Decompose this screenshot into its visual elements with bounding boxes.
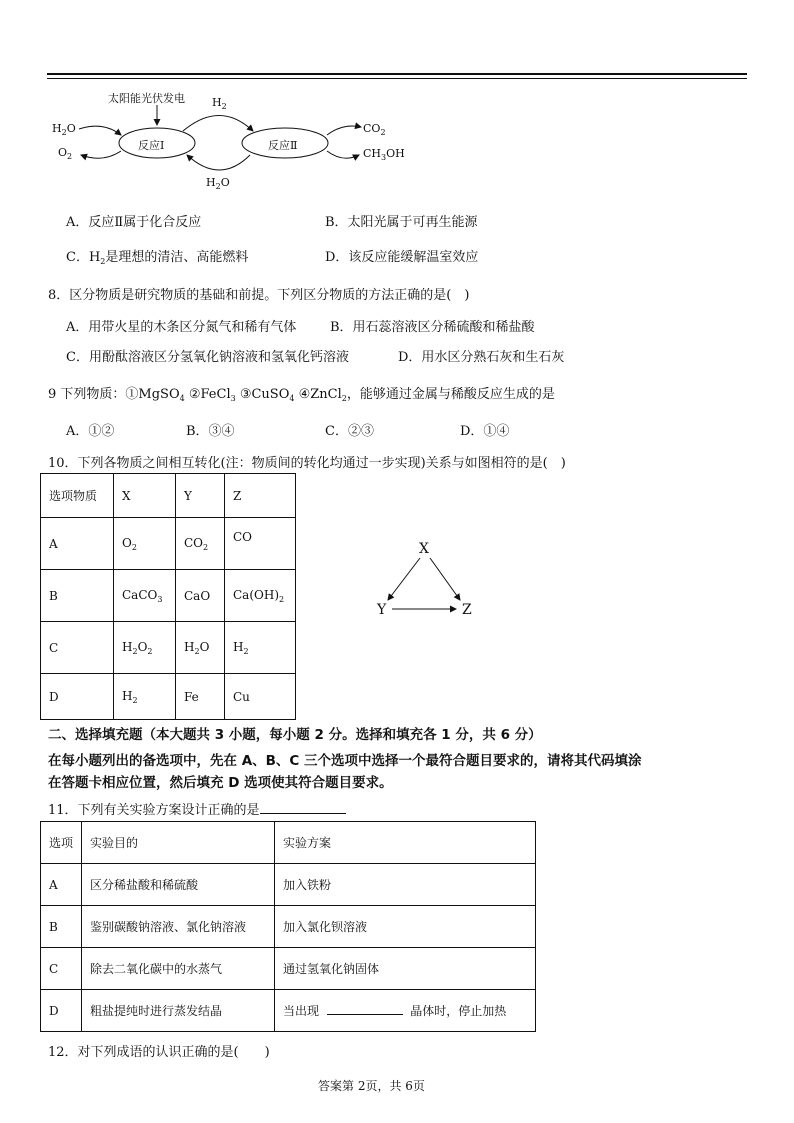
q10-header-z: Z: [225, 474, 296, 518]
q8-stem: 8．区分物质是研究物质的基础和前提。下列区分物质的方法正确的是( ): [48, 288, 470, 303]
q10-header-y: Y: [176, 474, 225, 518]
table-row: A 区分稀盐酸和稀硫酸 加入铁粉: [41, 864, 536, 906]
q11-header-option: 选项: [41, 822, 82, 864]
q8-option-c: C．用酚酞溶液区分氢氧化钠溶液和氢氧化钙溶液: [66, 350, 349, 365]
q11-fill-blank[interactable]: [327, 1014, 403, 1015]
q10-table: [40, 473, 296, 720]
q7-option-c: C．$H_2$是理想的清洁、高能燃料: [66, 250, 249, 266]
tri-z: Z: [462, 602, 472, 618]
ch3oh-right-label: $CH_3OH$: [363, 147, 405, 162]
co2-right-label: $CO_2$: [363, 122, 386, 137]
section2-instr1: 在每小题列出的备选项中，先在 A、B、C 三个选项中选择一个最符合题目要求的，请将其代码填涂: [48, 753, 642, 769]
table-row: A $O_2$ $CO_2$ CO: [41, 518, 296, 570]
q9-option-b: B．③④: [186, 424, 235, 439]
table-row: D $H_2$ Fe Cu: [41, 674, 296, 720]
q8-option-a: A．用带火星的木条区分氮气和稀有气体: [66, 320, 297, 335]
tri-x: X: [419, 541, 429, 557]
q11-header-plan: 实验方案: [275, 822, 536, 864]
reaction-cycle-diagram: [45, 85, 425, 195]
q7-option-b: B．太阳光属于可再生能源: [325, 215, 478, 230]
q10-header-option: 选项物质: [41, 474, 114, 518]
header-rule-thin: [47, 78, 747, 79]
header-rule-thick: [47, 73, 747, 75]
table-row: D 粗盐提纯时进行蒸发结晶 当出现 晶体时，停止加热: [41, 990, 536, 1032]
reaction1-label: 反应Ⅰ: [138, 139, 165, 152]
q8-option-b: B．用石蕊溶液区分稀硫酸和稀盐酸: [330, 320, 535, 335]
tri-y: Y: [377, 602, 387, 618]
table-row: B CaCO$_3$ CaO $Ca(OH)_2$: [41, 570, 296, 622]
table-row: B 鉴别碳酸钠溶液、氯化钠溶液 加入氯化钡溶液: [41, 906, 536, 948]
h2-top-label: $H_2$: [212, 96, 227, 111]
q10-header-x: X: [114, 474, 176, 518]
table-row: C $H_2O_2$ $H_2O$ $H_2$: [41, 622, 296, 674]
reaction2-label: 反应Ⅱ: [268, 139, 298, 152]
section2-instr2: 在答题卡相应位置，然后填充 D 选项使其符合题目要求。: [48, 775, 393, 791]
section2-title: 二、选择填充题（本大题共 3 小题，每小题 2 分。选择和填充各 1 分，共 6 分）: [48, 727, 542, 743]
page-footer: 答案第 2页，共 6页: [318, 1079, 425, 1093]
q11-table: [40, 821, 536, 1032]
q9-option-c: C．②③: [325, 424, 374, 439]
q10-stem: 10．下列各物质之间相互转化(注：物质间的转化均通过一步实现)关系与如图相符的是( ): [48, 456, 566, 471]
q11-stem: 11．下列有关实验方案设计正确的是: [48, 799, 346, 818]
q8-option-d: D．用水区分熟石灰和生石灰: [398, 350, 565, 365]
q7-option-a: A．反应Ⅱ属于化合反应: [66, 215, 202, 230]
table-row: C 除去二氧化碳中的水蒸气 通过氢氧化钠固体: [41, 948, 536, 990]
q12-stem: 12．对下列成语的认识正确的是( ): [48, 1045, 270, 1060]
q11-header-purpose: 实验目的: [82, 822, 275, 864]
h2o-left-label: $H_2O$: [52, 122, 76, 137]
q9-option-a: A．①②: [66, 424, 115, 439]
q9-option-d: D．①④: [460, 424, 510, 439]
o2-left-label: $O_2$: [58, 146, 73, 161]
solar-label: 太阳能光伏发电: [108, 92, 185, 105]
q7-option-d: D．该反应能缓解温室效应: [325, 250, 479, 265]
h2o-bottom-label: $H_2O$: [206, 176, 230, 191]
q9-stem: 9 下列物质：①MgSO$_4$ ②FeCl$_3$ ③CuSO$_4$ ④ZnCl$_2$，能够通过金属与稀酸反应生成的是: [48, 387, 555, 403]
